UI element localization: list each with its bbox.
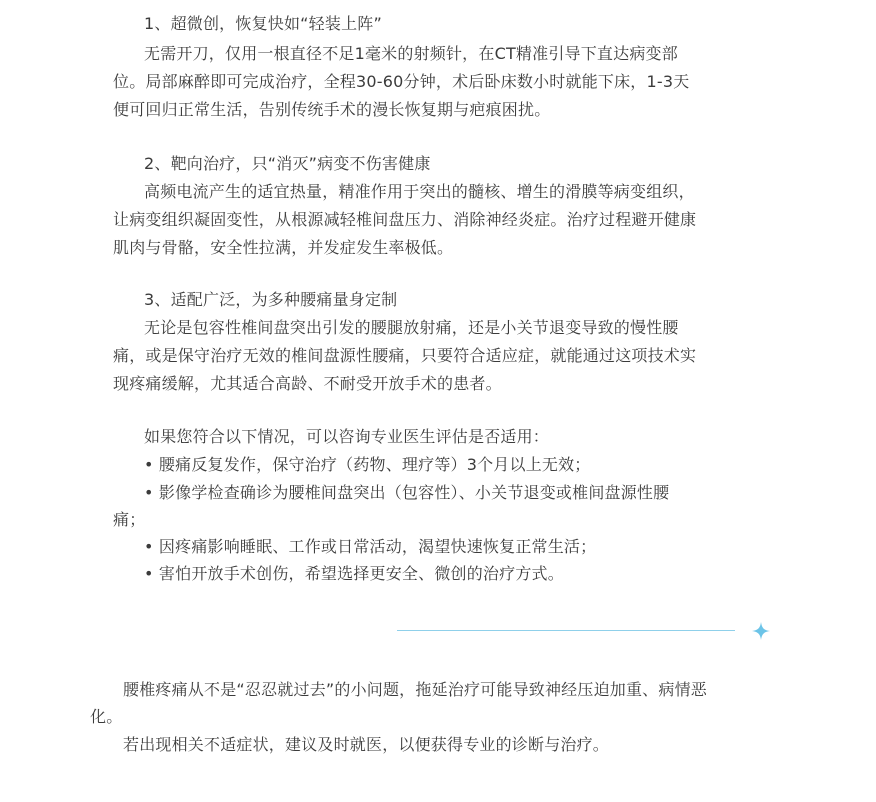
bullet-item-continuation: 痛； bbox=[113, 510, 146, 529]
paragraph-line: 便可回归正常生活，告别传统手术的漫长恢复期与疤痕困扰。 bbox=[113, 100, 551, 119]
consult-intro: 如果您符合以下情况，可以咨询专业医生评估是否适用： bbox=[144, 427, 550, 446]
paragraph-line: 腰椎疼痛从不是“忍忍就过去”的小问题，拖延治疗可能导致神经压迫加重、病情恶 bbox=[123, 680, 707, 699]
paragraph-line: 无需开刀，仅用一根直径不足1毫米的射频针，在CT精准引导下直达病变部 bbox=[144, 44, 678, 63]
paragraph-line: 高频电流产生的适宜热量，精准作用于突出的髓核、增生的滑膜等病变组织， bbox=[144, 182, 695, 201]
paragraph-line: 让病变组织凝固变性，从根源减轻椎间盘压力、消除神经炎症。治疗过程避开健康 bbox=[113, 210, 697, 229]
bullet-item: • 害怕开放手术创伤，希望选择更安全、微创的治疗方式。 bbox=[144, 564, 564, 583]
bullet-item: • 影像学检查确诊为腰椎间盘突出（包容性）、小关节退变或椎间盘源性腰 bbox=[144, 483, 670, 502]
bullet-item: • 腰痛反复发作，保守治疗（药物、理疗等）3个月以上无效； bbox=[144, 455, 591, 474]
paragraph-line: 现疼痛缓解，尤其适合高龄、不耐受开放手术的患者。 bbox=[113, 374, 502, 393]
paragraph-line: 无论是包容性椎间盘突出引发的腰腿放射痛，还是小关节退变导致的慢性腰 bbox=[144, 318, 679, 337]
section-heading: 1、超微创，恢复快如“轻装上阵” bbox=[144, 14, 382, 33]
paragraph-line: 肌肉与骨骼，安全性拉满，并发症发生率极低。 bbox=[113, 238, 454, 257]
sparkle-icon bbox=[751, 621, 771, 641]
section-heading: 2、靶向治疗，只“消灭”病变不伤害健康 bbox=[144, 154, 431, 173]
paragraph-line: 痛，或是保守治疗无效的椎间盘源性腰痛，只要符合适应症，就能通过这项技术实 bbox=[113, 346, 697, 365]
divider-line bbox=[397, 630, 735, 631]
bullet-item: • 因疼痛影响睡眠、工作或日常活动，渴望快速恢复正常生活； bbox=[144, 537, 597, 556]
section-heading: 3、适配广泛，为多种腰痛量身定制 bbox=[144, 290, 398, 309]
paragraph-line: 位。局部麻醉即可完成治疗，全程30-60分钟，术后卧床数小时就能下床，1-3天 bbox=[113, 72, 690, 91]
paragraph-line: 化。 bbox=[90, 707, 123, 726]
sparkle-shape bbox=[752, 622, 770, 640]
paragraph-line: 若出现相关不适症状，建议及时就医，以便获得专业的诊断与治疗。 bbox=[123, 735, 610, 754]
